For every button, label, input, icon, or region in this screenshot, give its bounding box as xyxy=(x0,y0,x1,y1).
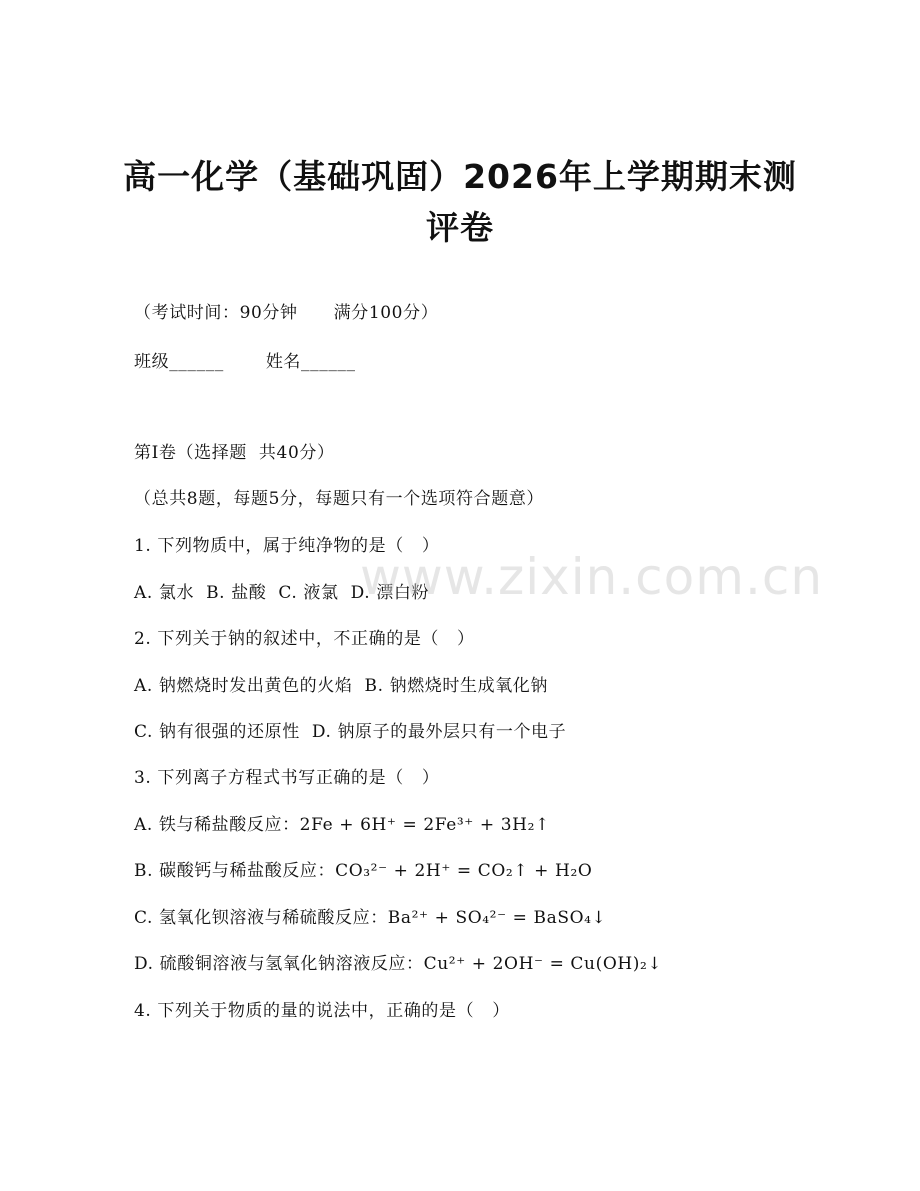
question-3-option-d: D. 硫酸铜溶液与氢氧化钠溶液反应：Cu²⁺ + 2OH⁻ = Cu(OH)₂↓ xyxy=(134,954,663,974)
section-note: （总共8题，每题5分，每题只有一个选项符合题意） xyxy=(134,489,545,509)
question-3-option-c: C. 氢氧化钡溶液与稀硫酸反应：Ba²⁺ + SO₄²⁻ = BaSO₄↓ xyxy=(134,908,607,928)
section-header: 第I卷（选择题 共40分） xyxy=(134,443,335,463)
watermark: www.zixin.com.cn xyxy=(360,548,824,606)
exam-info: （考试时间：90分钟 满分100分） xyxy=(134,303,439,323)
question-2-options-row-1: A. 钠燃烧时发出黄色的火焰 B. 钠燃烧时生成氧化钠 xyxy=(134,676,548,696)
exam-title-line-2: 评卷 xyxy=(426,208,494,247)
question-3-option-a: A. 铁与稀盐酸反应：2Fe + 6H⁺ = 2Fe³⁺ + 3H₂↑ xyxy=(134,815,550,835)
exam-title-line-1: 高一化学（基础巩固）2026年上学期期末测 xyxy=(123,157,797,196)
question-4-stem: 4. 下列关于物质的量的说法中，正确的是（ ） xyxy=(134,1001,510,1021)
question-3-option-b: B. 碳酸钙与稀盐酸反应：CO₃²⁻ + 2H⁺ = CO₂↑ + H₂O xyxy=(134,861,593,881)
student-info: 班级______ 姓名______ xyxy=(134,352,356,372)
question-2-options-row-2: C. 钠有很强的还原性 D. 钠原子的最外层只有一个电子 xyxy=(134,722,567,742)
question-1-stem: 1. 下列物质中，属于纯净物的是（ ） xyxy=(134,536,440,556)
question-1-options: A. 氯水 B. 盐酸 C. 液氯 D. 漂白粉 xyxy=(134,583,430,603)
question-2-stem: 2. 下列关于钠的叙述中，不正确的是（ ） xyxy=(134,629,475,649)
question-3-stem: 3. 下列离子方程式书写正确的是（ ） xyxy=(134,768,440,788)
